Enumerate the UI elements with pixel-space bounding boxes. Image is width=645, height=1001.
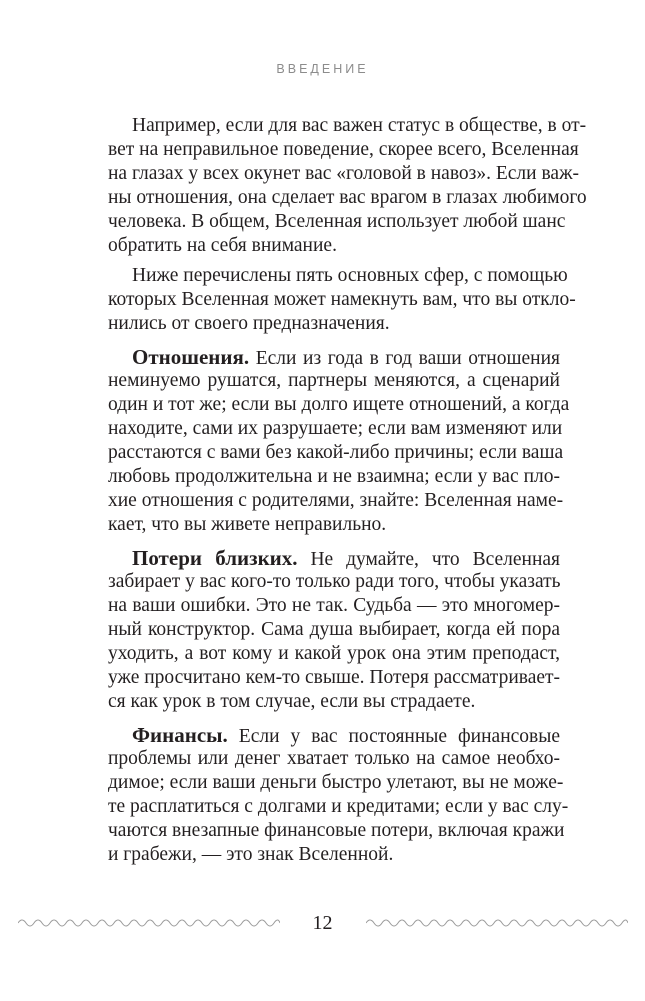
text-line: которых Вселенная может намекнуть вам, что вы откло-: [108, 289, 576, 310]
text-line: уже просчитано кем-то свыше. Потеря рассматривает-: [108, 667, 561, 688]
text-line: на ваши ошибки. Это не так. Судьба — это многомер-: [108, 595, 560, 616]
text-line: и грабежи, — это знак Вселенной.: [108, 844, 394, 865]
text-line: любовь продолжительна и не взаимна; если у вас пло-: [108, 466, 560, 487]
text-line: один и тот же; если вы долго ищете отношений, а когда: [108, 394, 570, 415]
text-line: проблемы или денег хватает только на самое необхо-: [108, 748, 560, 769]
wave-ornament-right-icon: [366, 916, 628, 930]
text-line: кает, что вы живете неправильно.: [108, 514, 387, 535]
text-line: нились от своего предназначения.: [108, 313, 390, 334]
text-line: уходить, а вот кому и какой урок она этим преподаст,: [108, 643, 560, 664]
running-title: ВВЕДЕНИЕ: [276, 62, 369, 76]
section-heading-loss: Потери близких.: [132, 546, 298, 570]
text-line: находите, сами их разрушаете; если вам изменяют или: [108, 418, 563, 439]
text-line: ся как урок в том случае, если вы страдаете.: [108, 691, 476, 712]
text-line: [132, 546, 560, 572]
section-heading-finances: Финансы.: [132, 723, 228, 747]
text-line: [132, 345, 560, 371]
text-line: расстаются с вами без какой-либо причины; если ваша: [108, 442, 564, 463]
text-line: забирает у вас кого-то только ради того, чтобы указать: [108, 571, 561, 592]
text-line: человека. В общем, Вселенная использует любой шанс: [108, 211, 566, 232]
text-span: Если из года в год ваши отношения: [255, 348, 560, 369]
text-line: Например, если для вас важен статус в обществе, в от-: [132, 115, 587, 136]
text-line: вет на неправильное поведение, скорее всего, Вселенная: [108, 139, 579, 160]
text-line: чаются внезапные финансовые потери, включая кражи: [108, 820, 565, 841]
text-line: хие отношения с родителями, знайте: Вселенная намe-: [108, 490, 564, 511]
text-span: Если у вас постоянные финансовые: [238, 726, 560, 747]
text-line: неминуемо рушатся, партнеры меняются, а сценарий: [108, 370, 560, 391]
text-line: [132, 723, 560, 749]
text-span: Не думайте, что Вселенная: [310, 549, 561, 570]
text-line: ный конструктор. Сама душа выбирает, когда ей пора: [108, 619, 560, 640]
text-line: ны отношения, она сделает вас врагом в глазах любимого: [108, 187, 587, 208]
text-line: димое; если ваши деньги быстро улетают, вы не може-: [108, 772, 564, 793]
text-line: на глазах у всех окунет вас «головой в навоз». Если важ-: [108, 163, 580, 184]
page-number: 12: [312, 912, 333, 934]
text-line: обратить на себя внимание.: [108, 235, 337, 256]
text-line: Ниже перечислены пять основных сфер, с помощью: [132, 265, 568, 286]
text-line: те расплатиться с долгами и кредитами; если у вас слу-: [108, 796, 569, 817]
section-heading-relationships: Отношения.: [132, 345, 250, 369]
